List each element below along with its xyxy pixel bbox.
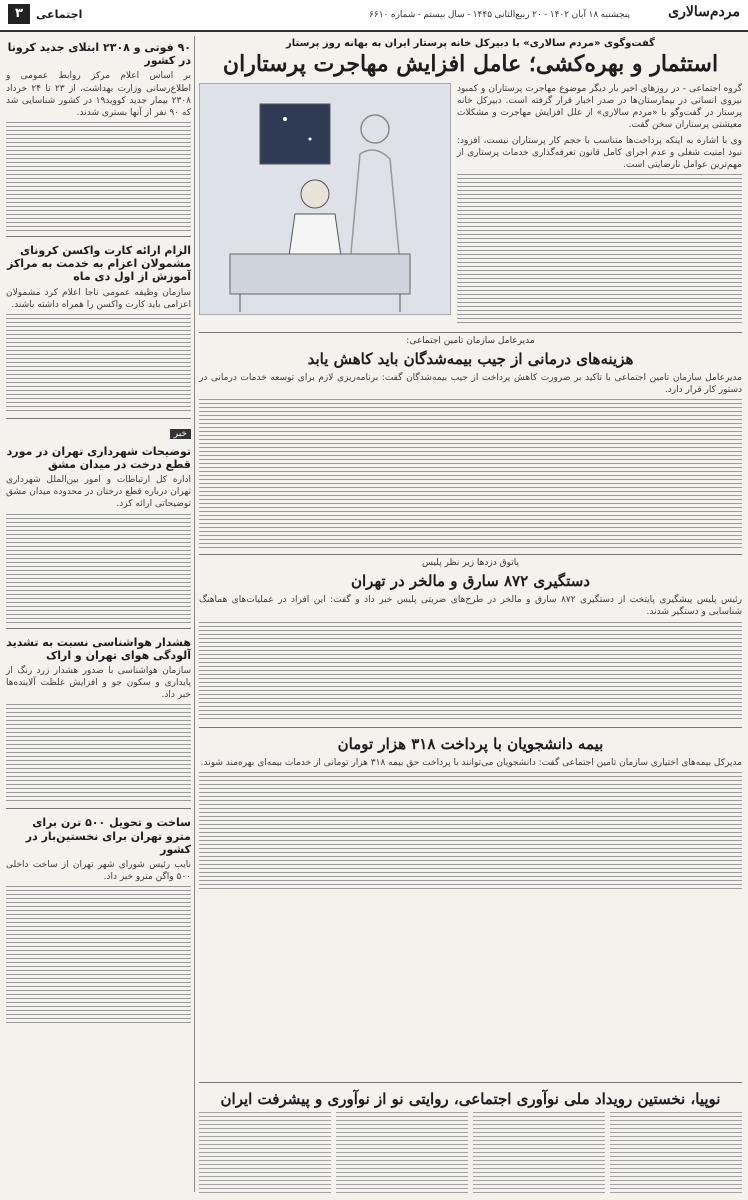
brief-4-body: سازمان هواشناسی با صدور هشدار زرد رنگ از پایداری و سکون جو و افزایش غلظت آلاینده‌ها خبر داد. xyxy=(6,665,191,701)
brief-5 xyxy=(6,808,191,1026)
nurse-illustration-svg xyxy=(200,84,450,314)
story-2-kicker: پاتوق دزدها زیر نظر پلیس xyxy=(421,558,520,569)
story-4-column xyxy=(610,1112,742,1194)
brief-4-headline: هشدار هواشناسی نسبت به تشدید آلودگی هوای تهران و اراک xyxy=(6,635,191,662)
masthead xyxy=(0,0,748,32)
story-4-column xyxy=(473,1112,605,1194)
body-text-block xyxy=(457,174,742,324)
brief-3-body: اداره کل ارتباطات و امور بین‌الملل شهرداری تهران درباره قطع درختان در محدوده میدان مشق توضیحاتی ارائه کرد. xyxy=(6,475,191,510)
main-headline: استثمار و بهره‌کشی؛ عامل افزایش مهاجرت پرستاران xyxy=(222,51,719,77)
story-3-headline: بیمه دانشجویان با پرداخت ۳۱۸ هزار تومان xyxy=(337,734,604,753)
story-1-text-block xyxy=(199,399,742,549)
brief-2-text-block xyxy=(6,314,191,414)
page-number: ۳ xyxy=(8,4,30,24)
story-4-headline: نوپیا، نخستین رویداد ملی نوآوری اجتماعی، روایتی نو از نوآوری و پیشرفت ایران xyxy=(220,1090,721,1108)
story-2-text-block xyxy=(199,622,742,722)
story-3-body: مدیرکل بیمه‌های اختیاری سازمان تامین اجتماعی گفت: دانشجویان می‌توانند با پرداخت حق بیمه ۳۱۸ هزار تومانی از خدمات بیمه‌ای بهره‌مند شوند. xyxy=(200,757,742,768)
brief-2-headline: الزام ارائه کارت واکسن کرونای مشمولان اعزام به خدمت به مراکز آموزش از اول دی ماه xyxy=(7,243,191,284)
badge: خبر xyxy=(170,429,191,439)
story-1-body: مدیرعامل سازمان تامین اجتماعی با تاکید بر ضرورت کاهش پرداخت از جیب بیمه‌شدگان گفت: برنامه‌ریزی لازم برای توسعه خدمات درمانی در دستور کار قرار دارد. xyxy=(199,372,742,396)
main-article-text xyxy=(457,83,742,327)
brief-5-text-block xyxy=(6,886,191,1026)
brief-5-body: نایب رئیس شورای شهر تهران از ساخت داخلی ۵۰۰ واگن مترو خبر داد. xyxy=(6,859,191,883)
brief-4-text-block xyxy=(6,704,191,804)
story-1 xyxy=(199,332,742,549)
story-1-headline: هزینه‌های درمانی از جیب بیمه‌شدگان باید کاهش یابد xyxy=(307,349,634,368)
brief-2 xyxy=(6,236,191,414)
story-3-text-block xyxy=(199,772,742,892)
story-2 xyxy=(199,554,742,721)
story-2-headline: دستگیری ۸۷۲ سارق و مالخر در تهران xyxy=(351,572,590,591)
issue-line: پنجشنبه ۱۸ آبان ۱۴۰۲ - ۲۰ ربیع‌الثانی ۱۴۴۵ - سال بیستم - شماره ۶۶۱۰ xyxy=(369,9,630,19)
story-4-columns xyxy=(199,1112,742,1194)
brief-2-body: سازمان وظیفه عمومی ناجا اعلام کرد مشمولان اعزامی باید کارت واکسن را همراه داشته باشند. xyxy=(6,287,191,310)
story-3 xyxy=(199,727,742,892)
brief-3-text-block xyxy=(6,514,191,624)
brief-3 xyxy=(6,418,191,624)
brief-4 xyxy=(6,628,191,805)
brief-5-headline: ساخت و تحویل ۵۰۰ ترن برای مترو تهران برای نخستین‌بار در کشور xyxy=(25,816,191,856)
section-label: اجتماعی xyxy=(36,7,83,21)
main-content xyxy=(199,36,742,1194)
story-4 xyxy=(199,1082,742,1194)
story-4-column xyxy=(336,1112,468,1194)
story-1-kicker: مدیرعامل سازمان تامین اجتماعی: xyxy=(406,335,535,346)
main-article xyxy=(199,83,742,327)
main-body-2: وی با اشاره به اینکه پرداخت‌ها متناسب با حجم کار پرستاران نیست، افزود: نبود امنیت شغلی و عدم اجرای کامل قانون تعرفه‌گذاری خدمات پرستاری از مهم‌ترین عوامل نارضایتی است. xyxy=(457,135,742,170)
story-2-body: رئیس پلیس پیشگیری پایتخت از دستگیری ۸۷۲ سارق و مالخر در طرح‌های ضربتی پلیس خبر داد و گفت: این افراد در عملیات‌های هماهنگ شناسایی و دستگیر شدند. xyxy=(199,595,743,618)
brief-1-body: بر اساس اعلام مرکز روابط عمومی و اطلاع‌رسانی وزارت بهداشت، از ۲۳ تا ۲۴ خرداد ۲۳۰۸ بیمار جدید کووید۱۹ در کشور شناسایی شد که ۹۰ نفر از آنها بستری شدند. xyxy=(6,71,191,118)
logo: مردم‌سالاری xyxy=(668,4,740,20)
section-header xyxy=(8,4,82,24)
main-body-1: گروه اجتماعی - در روزهای اخیر بار دیگر موضوع مهاجرت پرستاران و کمبود نیروی انسانی در بیمارستان‌ها در صدر اخبار قرار گرفته است. دبیرکل خانه پرستار در گفت‌وگو با «مردم سالاری» از علل افزایش مهاجرت و مشکلات معیشتی پرستاران سخن گفت. xyxy=(457,84,742,131)
brief-1-text-block xyxy=(6,122,191,232)
brief-1-headline: ۹۰ فوتی و ۲۳۰۸ ابتلای جدید کرونا در کشور xyxy=(7,41,191,68)
nurse-illustration xyxy=(199,83,451,315)
main-lead: گفت‌وگوی «مردم سالاری» با دبیرکل خانه پرستار ایران به بهانه روز پرستار xyxy=(286,38,655,49)
brief-3-headline: توضیحات شهرداری تهران در مورد قطع درخت در میدان مشق xyxy=(6,444,191,471)
brief-1 xyxy=(6,41,191,232)
news-column xyxy=(6,36,191,1194)
column-divider xyxy=(194,36,195,1192)
story-4-column xyxy=(199,1112,331,1194)
